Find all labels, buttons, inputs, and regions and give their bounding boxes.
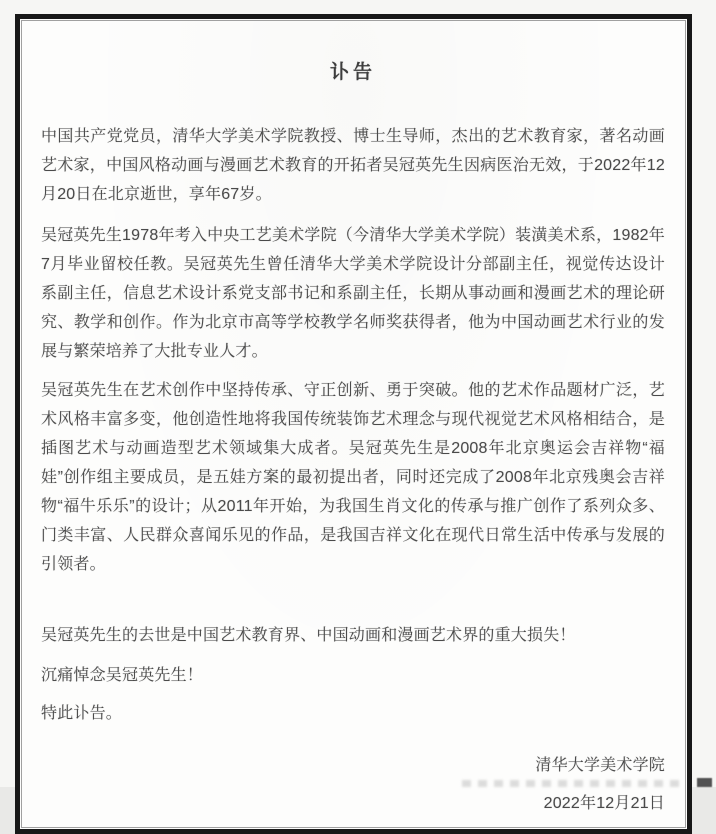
cutoff-corner-artifact: [697, 778, 712, 787]
signature-organization: 清华大学美术学院: [535, 757, 665, 774]
body-paragraph-2: 吴冠英先生1978年考入中央工艺美术学院（今清华大学美术学院）装潢美术系，1982年7月毕业留校任教。吴冠英先生曾任清华大学美术学院设计分部副主任，视觉传达设计系副主任，信息艺术设计系党支部书记和系副主任，长期从事动画和漫画艺术的理论研究、教学和创作。作为北京市高等学校教学名师奖获得者，他为中国动画艺术行业的发展与繁荣培养了大批专业人才。: [41, 227, 665, 360]
closing-line-loss: 吴冠英先生的去世是中国艺术教育界、中国动画和漫画艺术界的重大损失！: [41, 627, 576, 644]
body-paragraph-1: 中国共产党党员，清华大学美术学院教授、博士生导师，杰出的艺术教育家，著名动画艺术家，中国风格动画与漫画艺术教育的开拓者吴冠英先生因病医治无效，于2022年12月20日在北京逝世，享年67岁。: [41, 128, 665, 203]
closing-line-notice: 特此讣告。: [41, 705, 123, 722]
cutoff-text-artifact: [462, 780, 684, 787]
document-page: [21, 20, 686, 828]
closing-line-mourning: 沉痛悼念吴冠英先生！: [41, 667, 204, 684]
signature-date: 2022年12月21日: [543, 795, 665, 812]
body-paragraph-3: 吴冠英先生在艺术创作中坚持传承、守正创新、勇于突破。他的艺术作品题材广泛，艺术风格丰富多变，他创造性地将我国传统装饰艺术理念与现代视觉艺术风格相结合，是插图艺术与动画造型艺术领域集大成者。吴冠英先生是2008年北京奥运会吉祥物“福娃”创作组主要成员，是五娃方案的最初提出者，同时还完成了2008年北京残奥会吉祥物“福牛乐乐”的设计；从2011年开始，为我国生肖文化的传承与推广创作了系列众多、门类丰富、人民群众喜闻乐见的作品，是我国吉祥文化在现代日常生活中传承与发展的引领者。: [41, 382, 665, 573]
document-title: 讣告: [329, 62, 376, 83]
document-frame: [15, 14, 692, 834]
